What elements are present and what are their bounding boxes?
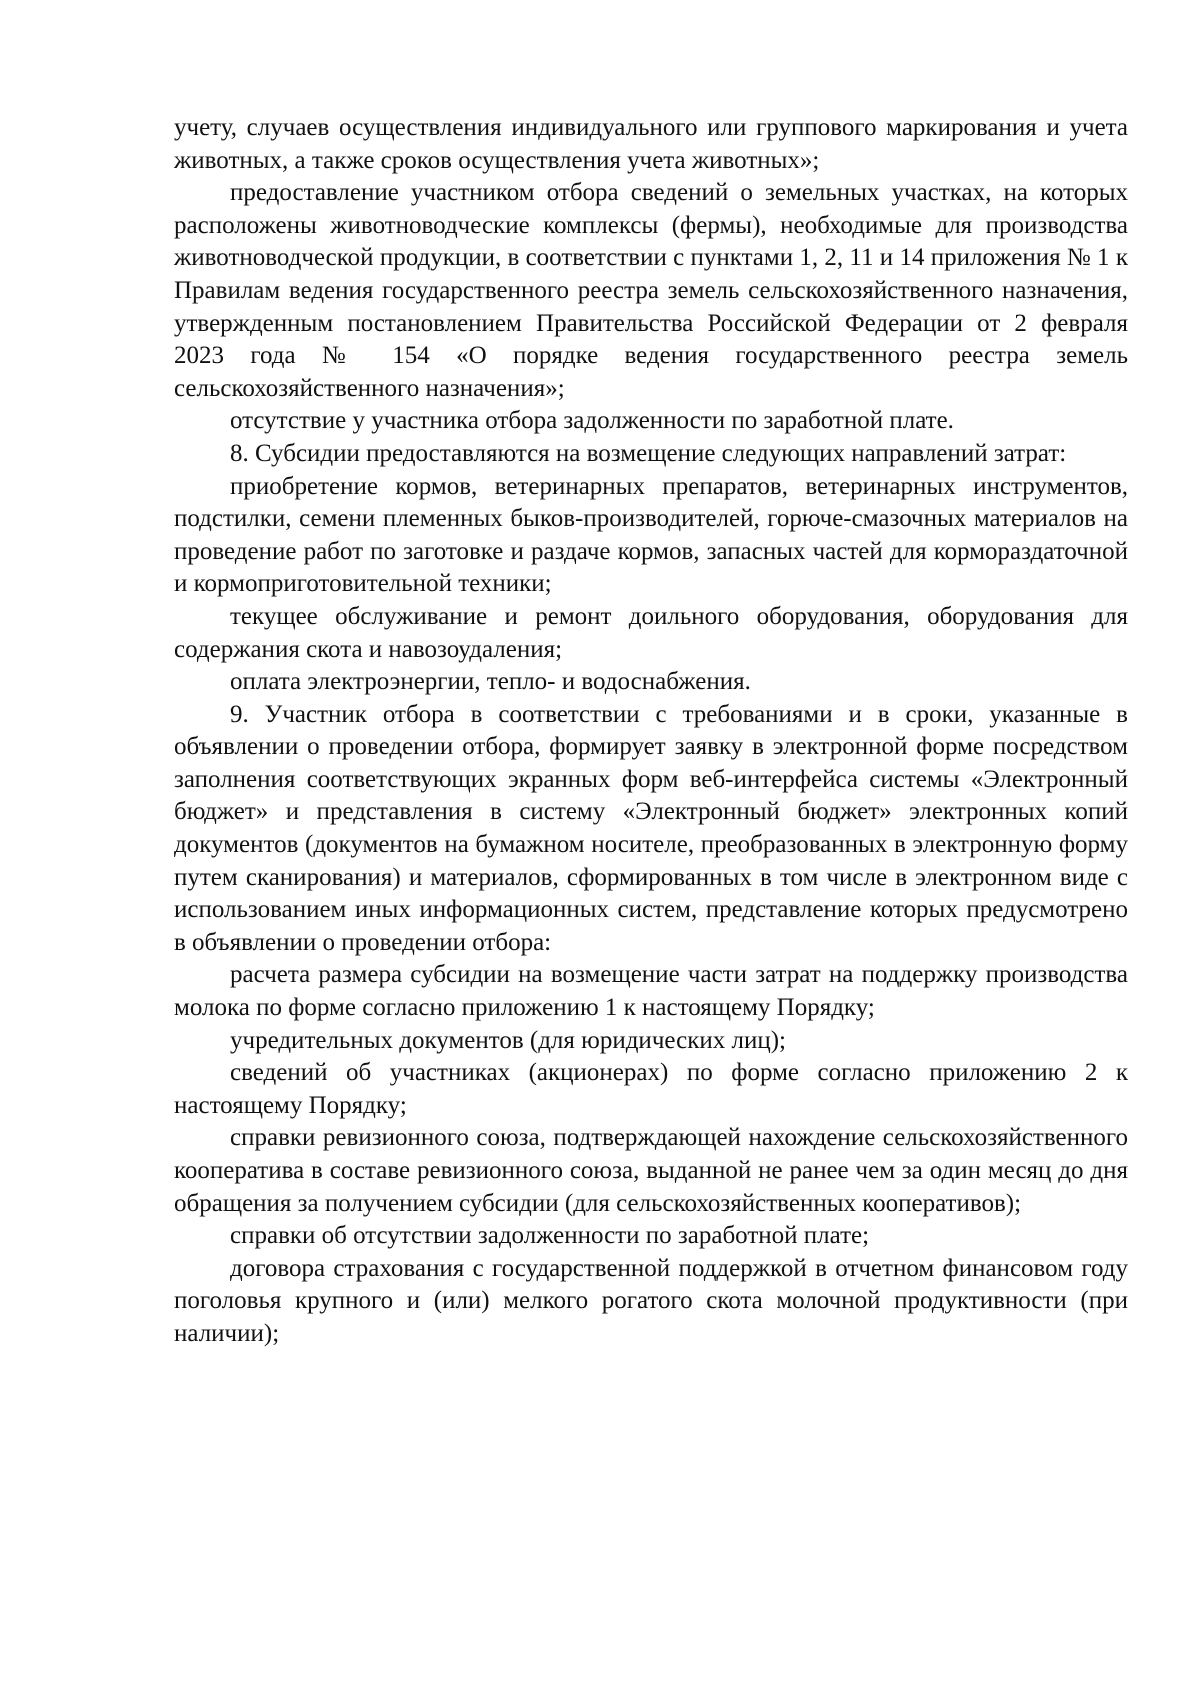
paragraph-maintenance: текущее обслуживание и ремонт доильного оборудования, оборудования для содержания скота и навозоудаления; bbox=[174, 602, 1128, 663]
paragraph-wage-debt-certificate: справки об отсутствии задолженности по заработной плате; bbox=[230, 1222, 870, 1250]
paragraph-founding-documents: учредительных документов (для юридических лиц); bbox=[230, 1026, 786, 1054]
paragraph-item-9: 9. Участник отбора в соответствии с требованиями и в сроки, указанные в объявлении о проведении отбора, формирует заявку в электронной форме посредством заполнения соответствующих экранных форм веб-интерфейса системы «Электронный бюджет» и представления в систему «Электронный бюджет» электронных копий документов (документов на бумажном носителе, преобразованных в электронную форму путем сканирования) и материалов, сформированных в том числе в электронном виде с использованием иных информационных систем, представление которых предусмотрено в объявлении о проведении отбора: bbox=[174, 700, 1128, 956]
paragraph-audit-union: справки ревизионного союза, подтверждающей нахождение сельскохозяйственного кооператива в составе ревизионного союза, выданной не ранее чем за один месяц до дня обращения за получением субсидии (для сельскохозяйственных кооперативов); bbox=[174, 1124, 1128, 1217]
paragraph-insurance-contract: договора страхования с государственной поддержкой в отчетном финансовом году поголовья крупного и (или) мелкого рогатого скота молочной продуктивности (при наличии); bbox=[174, 1254, 1128, 1347]
paragraph-utilities: оплата электроэнергии, тепло- и водоснабжения. bbox=[230, 668, 751, 696]
paragraph-no-wage-debt: отсутствие у участника отбора задолженности по заработной плате. bbox=[230, 407, 954, 435]
paragraph-item-8: 8. Субсидии предоставляются на возмещение следующих направлений затрат: bbox=[230, 439, 1067, 467]
paragraph-shareholders: сведений об участниках (акционерах) по форме согласно приложению 2 к настоящему Порядку; bbox=[174, 1059, 1128, 1119]
paragraph-land-info: предоставление участником отбора сведений о земельных участках, на которых расположены животноводческие комплексы (фермы), необходимые для производства животноводческой продукции, в соответствии с пунктами 1, 2, 11 и 14 приложения № 1 к Правилам ведения государственного реестра земель сельскохозяйственного назначения, утвержденным постановлением Правительства Российской Федерации от 2 февраля 2023 года № 154 «О порядке ведения государственного реестра земель сельскохозяйственного назначения»; bbox=[174, 179, 1128, 402]
document-body bbox=[174, 112, 1128, 1351]
paragraph-continuation: учету, случаев осуществления индивидуального или группового маркирования и учета животных, а также сроков осуществления учета животных»; bbox=[174, 114, 1128, 174]
paragraph-subsidy-calculation: расчета размера субсидии на возмещение части затрат на поддержку производства молока по форме согласно приложению 1 к настоящему Порядку; bbox=[174, 961, 1128, 1022]
paragraph-feed-purchase: приобретение кормов, ветеринарных препаратов, ветеринарных инструментов, подстилки, семени племенных быков-производителей, горюче-смазочных материалов на проведение работ по заготовке и раздаче кормов, запасных частей для кормораздаточной и кормоприготовительной техники; bbox=[174, 472, 1128, 598]
